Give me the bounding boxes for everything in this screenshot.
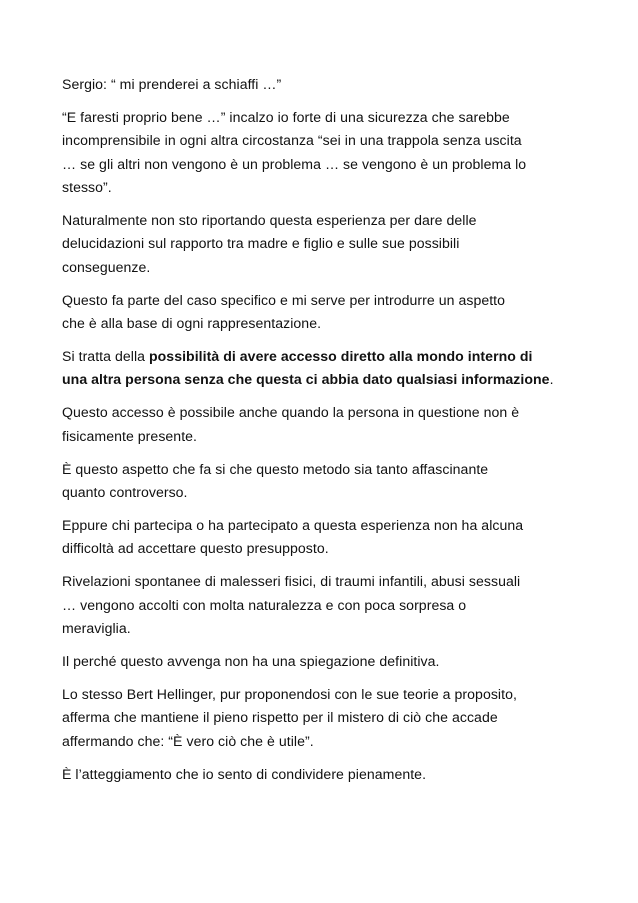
- text-segment: Si tratta della: [62, 348, 149, 365]
- text-segment: È l’atteggiamento che io sento di condividere pienamente.: [62, 765, 427, 782]
- text-line: [62, 129, 594, 152]
- text-segment: delucidazioni sul rapporto tra madre e figlio e sulle sue possibili: [62, 235, 460, 252]
- paragraph: [62, 106, 594, 200]
- text-segment: Il perché questo avvenga non ha una spiegazione definitiva.: [62, 653, 440, 670]
- text-line: [62, 401, 594, 424]
- paragraph: [62, 650, 594, 673]
- text-segment: Eppure chi partecipa o ha partecipato a questa esperienza non ha alcuna: [62, 517, 524, 533]
- text-line: [62, 458, 594, 481]
- text-segment: meraviglia.: [62, 620, 131, 637]
- paragraph: [62, 289, 594, 336]
- text-line: [62, 570, 594, 593]
- text-segment: afferma che mantiene il pieno rispetto per il mistero di ciò che accade: [62, 709, 498, 726]
- text-line: [62, 730, 594, 753]
- text-line: [62, 209, 594, 232]
- text-segment: È questo aspetto che fa si che questo metodo sia tanto affascinante: [62, 460, 489, 477]
- text-line: [62, 256, 594, 279]
- text-line: [62, 73, 594, 96]
- text-segment: Rivelazioni spontanee di malesseri fisici, di traumi infantili, abusi sessuali: [62, 573, 521, 590]
- text-segment: … vengono accolti con molta naturalezza e con poca sorpresa o: [62, 596, 467, 613]
- text-segment: conseguenze.: [62, 258, 151, 275]
- paragraph: [62, 73, 594, 96]
- text-line: [62, 650, 594, 673]
- text-line: [62, 537, 594, 560]
- text-segment: che è alla base di ogni rappresentazione.: [62, 315, 322, 332]
- text-line: [62, 683, 594, 706]
- bold-text-segment: possibilità di avere accesso diretto alla mondo interno di: [148, 348, 533, 365]
- text-line: [62, 153, 594, 176]
- text-segment: “E faresti proprio bene …” incalzo io forte di una sicurezza che sarebbe: [62, 108, 510, 125]
- paragraph: [62, 570, 594, 640]
- text-line: [62, 368, 594, 391]
- bold-text-segment: una altra persona senza che questa ci abbia dato qualsiasi informazione: [62, 371, 550, 388]
- paragraph: [62, 401, 594, 448]
- paragraph: [62, 514, 594, 561]
- text-segment: fisicamente presente.: [62, 427, 198, 444]
- text-line: [62, 594, 594, 617]
- text-line: [62, 345, 594, 368]
- text-line: [62, 289, 594, 312]
- paragraph: [62, 683, 594, 753]
- text-segment: difficoltà ad accettare questo presupposto.: [62, 540, 329, 557]
- text-line: [62, 176, 594, 199]
- text-segment: Naturalmente non sto riportando questa esperienza per dare delle: [62, 212, 477, 229]
- text-line: [62, 617, 594, 640]
- document-body: [62, 73, 594, 796]
- text-segment: Questo accesso è possibile anche quando la persona in questione non è: [62, 404, 520, 421]
- text-segment: affermando che: “È vero ciò che è utile”.: [62, 732, 314, 749]
- text-segment: incomprensibile in ogni altra circostanza “sei in una trappola senza uscita: [62, 132, 522, 149]
- text-line: [62, 425, 594, 448]
- text-line: [62, 514, 594, 537]
- text-line: [62, 106, 594, 129]
- paragraph: [62, 763, 594, 786]
- text-segment: Sergio: “ mi prenderei a schiaffi …”: [62, 76, 282, 92]
- text-line: [62, 706, 594, 729]
- text-segment: stesso”.: [62, 179, 112, 196]
- paragraph: [62, 209, 594, 279]
- text-segment: .: [549, 371, 554, 388]
- text-line: [62, 312, 594, 335]
- text-segment: … se gli altri non vengono è un problema … se vengono è un problema lo: [62, 155, 527, 172]
- paragraph: [62, 458, 594, 505]
- text-line: [62, 481, 594, 504]
- text-line: [62, 232, 594, 255]
- text-segment: Questo fa parte del caso specifico e mi serve per introdurre un aspetto: [62, 291, 506, 308]
- text-segment: Lo stesso Bert Hellinger, pur proponendosi con le sue teorie a proposito,: [62, 685, 517, 702]
- paragraph: [62, 345, 594, 392]
- text-segment: quanto controverso.: [62, 484, 188, 501]
- text-line: [62, 763, 594, 786]
